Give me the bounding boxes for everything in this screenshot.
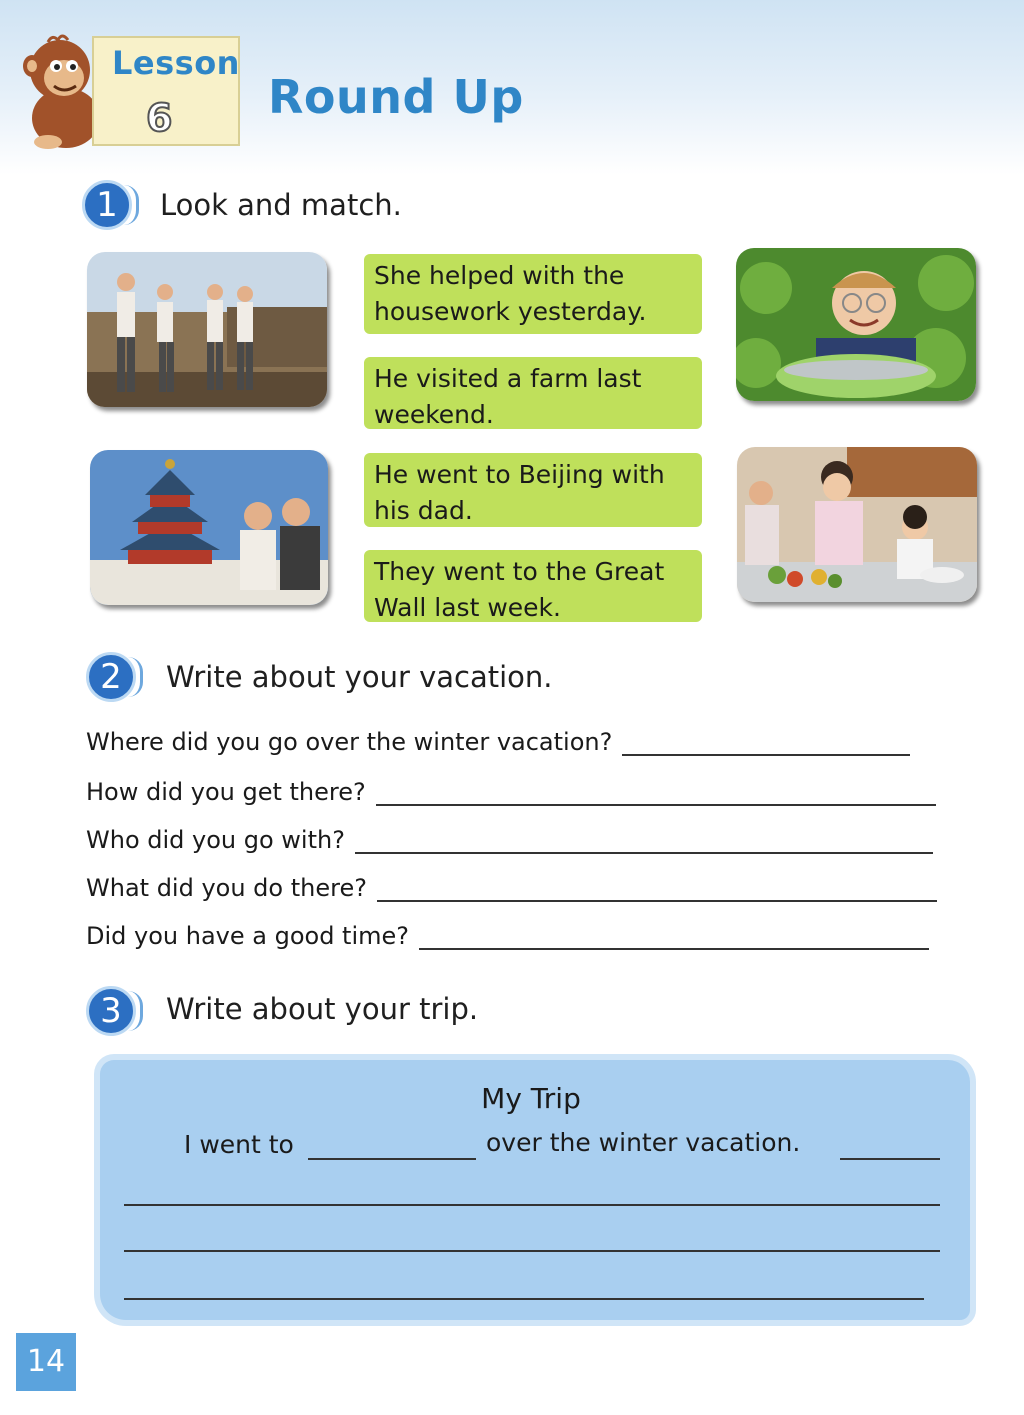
trip-writing-line[interactable] [124, 1184, 940, 1206]
answer-line[interactable] [419, 926, 929, 950]
trip-box-title: My Trip [481, 1082, 581, 1115]
trip-writing-line[interactable] [124, 1230, 940, 1252]
trip-writing-line[interactable] [124, 1278, 924, 1300]
question-row [86, 874, 937, 902]
answer-line[interactable] [355, 830, 933, 854]
lesson-label: Lesson [112, 44, 240, 82]
answer-line[interactable] [377, 878, 937, 902]
question-text: What did you do there? [86, 874, 367, 902]
section-3-badge: 3 [86, 986, 136, 1036]
trip-place-line[interactable] [308, 1138, 476, 1160]
question-text: Where did you go over the winter vacation? [86, 728, 613, 756]
answer-line[interactable] [622, 732, 910, 756]
section-2-badge: 2 [86, 652, 136, 702]
section-3-title: Write about your trip. [166, 992, 479, 1026]
photo-great-wall [87, 252, 327, 407]
question-text: Who did you go with? [86, 826, 345, 854]
sentence-card-great-wall[interactable]: They went to the Great Wall last week. [364, 550, 702, 622]
sentence-card-beijing[interactable]: He went to Beijing with his dad. [364, 453, 702, 527]
sentence-card-housework[interactable]: She helped with the housework yesterday. [364, 254, 702, 334]
page-number: 14 [16, 1333, 76, 1391]
section-1-title: Look and match. [160, 188, 402, 222]
photo-kitchen-housework [737, 447, 977, 602]
photo-temple-of-heaven [90, 450, 328, 605]
trip-writing-line[interactable] [840, 1138, 940, 1160]
section-1-badge: 1 [82, 180, 132, 230]
question-row [86, 922, 929, 950]
photo-farm-boy [736, 248, 976, 401]
trip-sentence-end: over the winter vacation. [486, 1128, 801, 1157]
trip-writing-box [100, 1060, 970, 1320]
sentence-card-farm[interactable]: He visited a farm last weekend. [364, 357, 702, 429]
section-2-title: Write about your vacation. [166, 660, 553, 694]
question-text: Did you have a good time? [86, 922, 410, 950]
question-row [86, 778, 936, 806]
page-title: Round Up [268, 70, 524, 124]
trip-sentence-start: I went to [184, 1130, 294, 1159]
answer-line[interactable] [376, 782, 936, 806]
question-row [86, 826, 933, 854]
lesson-badge [92, 36, 240, 146]
lesson-number: 6 [146, 96, 173, 140]
question-text: How did you get there? [86, 778, 366, 806]
question-row [86, 728, 910, 756]
